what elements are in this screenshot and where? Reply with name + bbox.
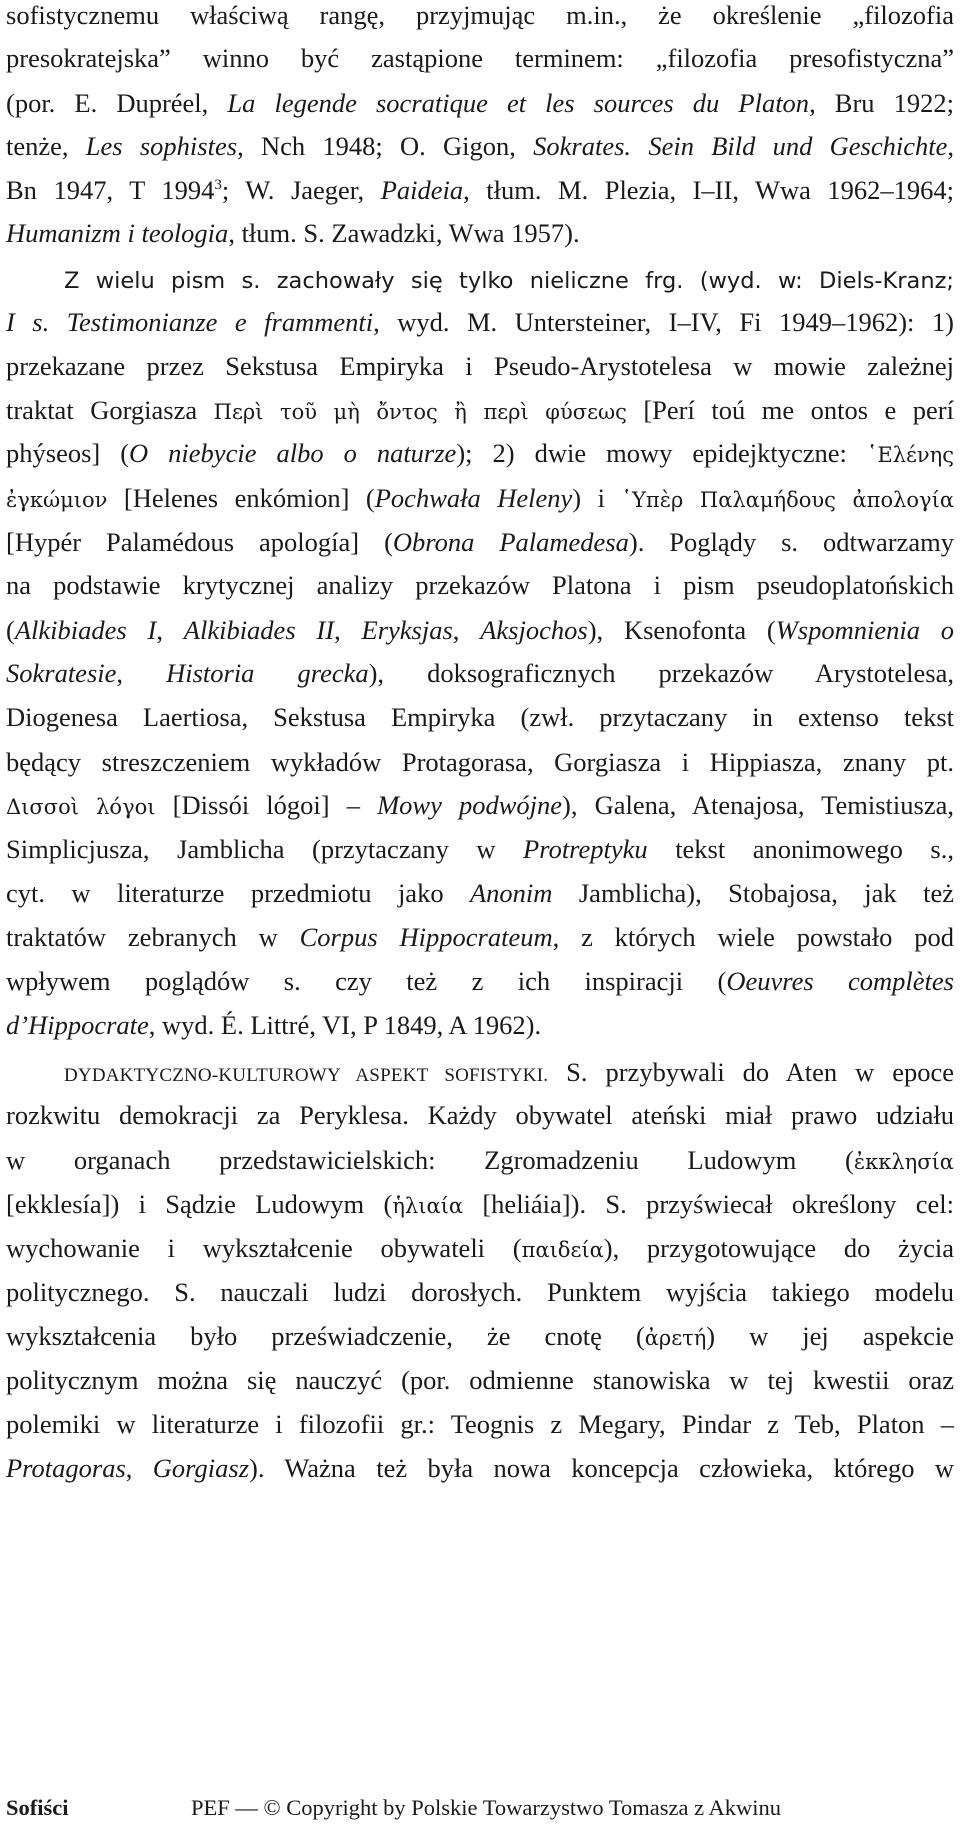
text-segment: , z których wiele powstało pod — [552, 922, 954, 952]
italic-title: Mowy podwójne — [377, 790, 563, 820]
text-segment: , wyd. M. Untersteiner, I–IV, Fi 1949–1962): 1) — [373, 307, 954, 337]
text-segment: traktat Gorgiasza — [6, 395, 214, 425]
text-segment: ). Ważna też była nowa koncepcja człowieka, którego w — [249, 1453, 955, 1483]
greek-term: Δισσοὶ λόγοι — [6, 795, 156, 819]
text-segment: politycznym można się nauczyć (por. odmienne stanowiska w tej kwestii oraz — [6, 1365, 954, 1395]
text-line — [6, 307, 954, 337]
italic-title: O niebycie albo o naturze — [129, 438, 457, 468]
text-line — [6, 1321, 954, 1351]
text-segment: (por. E. Dupréel, — [6, 88, 228, 118]
text-line — [6, 1365, 954, 1395]
text-segment: przekazane przez Sekstusa Empiryka i Pseudo-Arystotelesa w mowie zależnej — [6, 351, 954, 381]
italic-title: Wspomnienia o — [775, 615, 955, 645]
italic-title: Humanizm i teologia — [6, 218, 229, 248]
text-segment: ) w jej aspekcie — [706, 1321, 954, 1351]
text-line — [6, 527, 954, 557]
text-line — [6, 1409, 954, 1439]
greek-term: ῾Υπὲρ Παλαμήδους ἀπολογία — [621, 488, 955, 512]
text-line — [6, 1453, 954, 1483]
text-segment: ), doksograficznych przekazów Arystotelesa, — [368, 658, 954, 688]
text-line — [6, 878, 954, 908]
italic-title: La legende socratique et les sources du Platon — [227, 88, 810, 118]
text-segment: ), Ksenofonta ( — [587, 615, 776, 645]
text-segment: , — [452, 615, 481, 645]
text-line — [6, 1100, 954, 1130]
italic-title: Alkibiades I — [14, 615, 157, 645]
text-line — [6, 175, 954, 205]
greek-term: ἀρετή — [644, 1326, 707, 1350]
text-segment: w organach przedstawicielskich: Zgromadzeniu Ludowym ( — [6, 1145, 854, 1175]
text-segment: ) i — [572, 483, 622, 513]
text-line — [6, 1010, 954, 1040]
italic-title: Sokratesie — [6, 658, 117, 688]
text-segment: ), przygotowujące do życia — [603, 1233, 954, 1263]
text-segment: , — [334, 615, 362, 645]
text-line — [6, 747, 954, 777]
text-segment: , Bru 1922; — [809, 88, 954, 118]
paragraph-start — [6, 264, 954, 294]
text-line — [6, 483, 954, 513]
text-segment: , tłum. S. Zawadzki, Wwa 1957). — [228, 218, 580, 248]
text-segment: , — [116, 658, 167, 688]
text-segment: będący streszczeniem wykładów Protagorasa, Gorgiasza i Hippiasza, znany pt. — [6, 747, 954, 777]
page-footer — [6, 1796, 954, 1820]
text-segment: [Dissói lógoi] – — [155, 790, 378, 820]
greek-term: ἡλιαία — [392, 1194, 464, 1218]
text-segment: Simplicjusza, Jamblicha (przytaczany w — [6, 834, 524, 864]
text-segment: ; W. Jaeger, — [221, 175, 381, 205]
text-line — [6, 922, 954, 952]
italic-title: Alkibiades II — [183, 615, 335, 645]
italic-title: d’Hippocrate — [6, 1010, 149, 1040]
text-line — [6, 658, 954, 688]
text-segment: , — [947, 131, 955, 161]
italic-title: Aksjochos — [480, 615, 588, 645]
text-line — [6, 395, 954, 425]
text-segment: wykształcenia było przeświadczenie, że cnotę ( — [6, 1321, 645, 1351]
text-segment: politycznego. S. nauczali ludzi dorosłych. Punktem wyjścia takiego modelu — [6, 1277, 954, 1307]
text-segment: ); 2) dwie mowy epidejktyczne: — [456, 438, 867, 468]
italic-title: Gorgiasz — [152, 1453, 250, 1483]
footer-short-title: Sofiści — [6, 1795, 69, 1820]
text-line — [6, 131, 954, 161]
text-line — [6, 570, 954, 600]
text-line — [6, 1277, 954, 1307]
italic-title: Anonim — [470, 878, 553, 908]
text-segment: phýseos] ( — [6, 438, 130, 468]
italic-title: Pochwała Heleny — [374, 483, 573, 513]
italic-title: Protagoras — [6, 1453, 126, 1483]
text-segment: traktatów zebranych w — [6, 922, 300, 952]
italic-title: Eryksjas — [361, 615, 453, 645]
italic-title: Paideia — [380, 175, 464, 205]
text-segment: , — [125, 1453, 153, 1483]
text-line — [6, 702, 954, 732]
text-segment: ). Poglądy s. odtwarzamy — [628, 527, 954, 557]
text-segment: cyt. w literaturze przedmiotu jako — [6, 878, 470, 908]
text-segment: [Perí toú me ontos e perí — [626, 395, 954, 425]
text-line — [6, 834, 954, 864]
italic-title: Les sophistes — [85, 131, 238, 161]
text-segment: Z wielu pism s. zachowały się tylko nieliczne frg. (wyd. w: Diels-Kranz; — [64, 268, 954, 294]
text-segment: ), Galena, Atenajosa, Temistiusza, — [562, 790, 954, 820]
italic-title: Oeuvres complètes — [726, 966, 954, 996]
text-segment: rozkwitu demokracji za Peryklesa. Każdy obywatel ateński miał prawo udziału — [6, 1100, 954, 1130]
italic-title: I s. Testimonianze e frammenti — [6, 307, 374, 337]
text-segment: DYDAKTYCZNO-KULTUROWY ASPEKT SOFISTYKI. — [64, 1065, 549, 1086]
text-segment: Bn 1947, T 1994 — [6, 175, 215, 205]
text-segment: na podstawie krytycznej analizy przekazów Platona i pism pseudoplatońskich — [6, 570, 954, 600]
text-segment: tenże, — [6, 131, 86, 161]
text-segment: [Helenes enkómion] ( — [107, 483, 375, 513]
text-segment: [ekklesía]) i Sądzie Ludowym ( — [6, 1189, 393, 1219]
text-line — [6, 351, 954, 381]
greek-term: ἐγκώμιον — [6, 488, 108, 512]
text-line — [6, 0, 954, 30]
text-line — [6, 1189, 954, 1219]
text-segment: polemiki w literaturze i filozofii gr.: Teognis z Megary, Pindar z Teb, Platon – — [6, 1409, 954, 1439]
greek-term: ῾Ελένης — [866, 443, 954, 467]
text-segment: , wyd. É. Littré, VI, P 1849, A 1962). — [148, 1010, 542, 1040]
text-line — [6, 43, 954, 73]
italic-title: Obrona Palamedesa — [392, 527, 629, 557]
text-segment: ( — [6, 615, 15, 645]
section-heading-line — [6, 1057, 954, 1087]
text-segment: [heliáia]). S. przyświecał określony cel: — [463, 1189, 954, 1219]
text-line — [6, 218, 954, 248]
text-segment: presokratejska” winno być zastąpione terminem: „filozofia presofistyczna” — [6, 43, 954, 73]
text-segment: Jamblicha), Stobajosa, jak też — [552, 878, 954, 908]
text-line — [6, 1145, 954, 1175]
greek-term: Περὶ τοῦ μὴ ὄντος ἢ περὶ φύσεως — [213, 400, 627, 424]
text-segment: , — [156, 615, 184, 645]
text-segment: wpływem poglądów s. czy też z ich inspiracji ( — [6, 966, 727, 996]
text-segment: sofistycznemu właściwą rangę, przyjmując m.in., że określenie „filozofia — [6, 0, 954, 30]
italic-title: Corpus Hippocrateum — [299, 922, 553, 952]
italic-title: Historia grecka — [166, 658, 369, 688]
text-segment: tekst anonimowego s., — [647, 834, 954, 864]
text-line — [6, 1233, 954, 1263]
text-line — [6, 438, 954, 468]
footer-copyright: PEF — © Copyright by Polskie Towarzystwo Tomasza z Akwinu — [191, 1795, 781, 1820]
text-segment: S. przybywali do Aten w epoce — [548, 1057, 954, 1087]
text-line — [6, 966, 954, 996]
text-segment: 3 — [214, 177, 222, 194]
text-line — [6, 615, 954, 645]
text-segment: , Nch 1948; O. Gigon, — [237, 131, 534, 161]
italic-title: Protreptyku — [523, 834, 648, 864]
text-line — [6, 88, 954, 118]
text-line — [6, 790, 954, 820]
greek-term: παιδεία — [521, 1238, 604, 1262]
text-segment: Diogenesa Laertiosa, Sekstusa Empiryka (zwł. przytaczany in extenso tekst — [6, 702, 954, 732]
text-segment: [Hypér Palamédous apología] ( — [6, 527, 393, 557]
greek-term: ἐκκλησία — [853, 1150, 954, 1174]
text-segment: wychowanie i wykształcenie obywateli ( — [6, 1233, 522, 1263]
italic-title: Sokrates. Sein Bild und Geschichte — [533, 131, 948, 161]
text-segment: , tłum. M. Plezia, I–II, Wwa 1962–1964; — [463, 175, 955, 205]
